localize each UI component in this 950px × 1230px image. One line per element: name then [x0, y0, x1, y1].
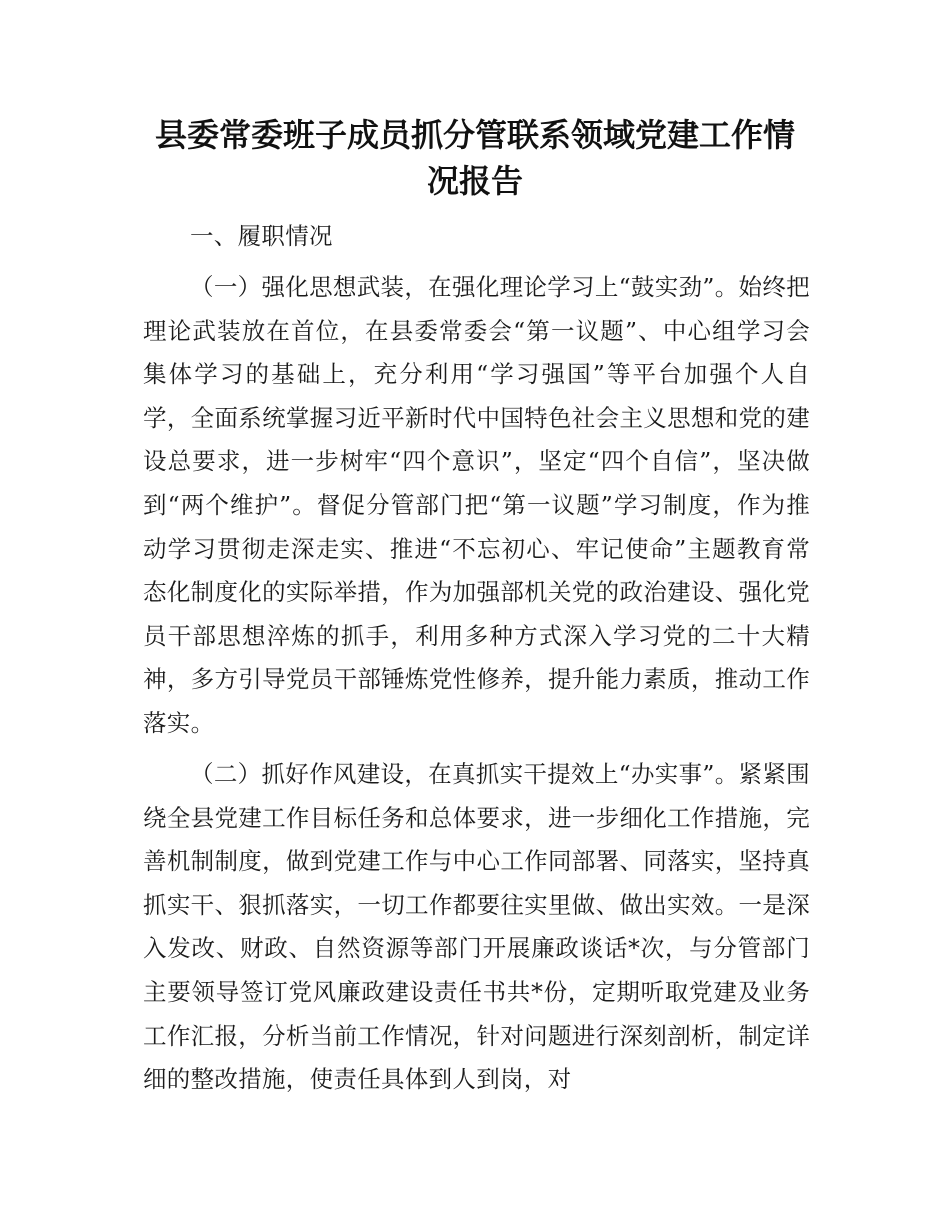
section-heading: 一、履职情况: [190, 222, 333, 250]
paragraph-1: （一）强化思想武装，在强化理论学习上“鼓实劲”。始终把理论武装放在首位，在县委常委会“第一议题”、中心组学习会集体学习的基础上，充分利用“学习强国”等平台加强个人自学，全面系统掌握习近平新时代中国特色社会主义思想和党的建设总要求，进一步树牢“四个意识”，坚定“四个自信”，坚决做到“两个维护”。督促分管部门把“第一议题”学习制度，作为推动学习贯彻走深走实、推进“不忘初心、牢记使命”主题教育常态化制度化的实际举措，作为加强部机关党的政治建设、强化党员干部思想淬炼的抓手，利用多种方式深入学习党的二十大精神，多方引导党员干部锤炼党性修养，提升能力素质，推动工作落实。: [143, 273, 810, 737]
document-title: 县委常委班子成员抓分管联系领域党建工作情况报告: [154, 116, 795, 200]
paragraph-2: （二）抓好作风建设，在真抓实干提效上“办实事”。紧紧围绕全县党建工作目标任务和总体要求，进一步细化工作措施，完善机制制度，做到党建工作与中心工作同部署、同落实，坚持真抓实干、狠抓落实，一切工作都要往实里做、做出实效。一是深入发改、财政、自然资源等部门开展廉政谈话*次，与分管部门主要领导签订党风廉政建设责任书共*份，定期听取党建及业务工作汇报，分析当前工作情况，针对问题进行深刻剖析，制定详细的整改措施，使责任具体到人到岗，对: [143, 760, 810, 1094]
